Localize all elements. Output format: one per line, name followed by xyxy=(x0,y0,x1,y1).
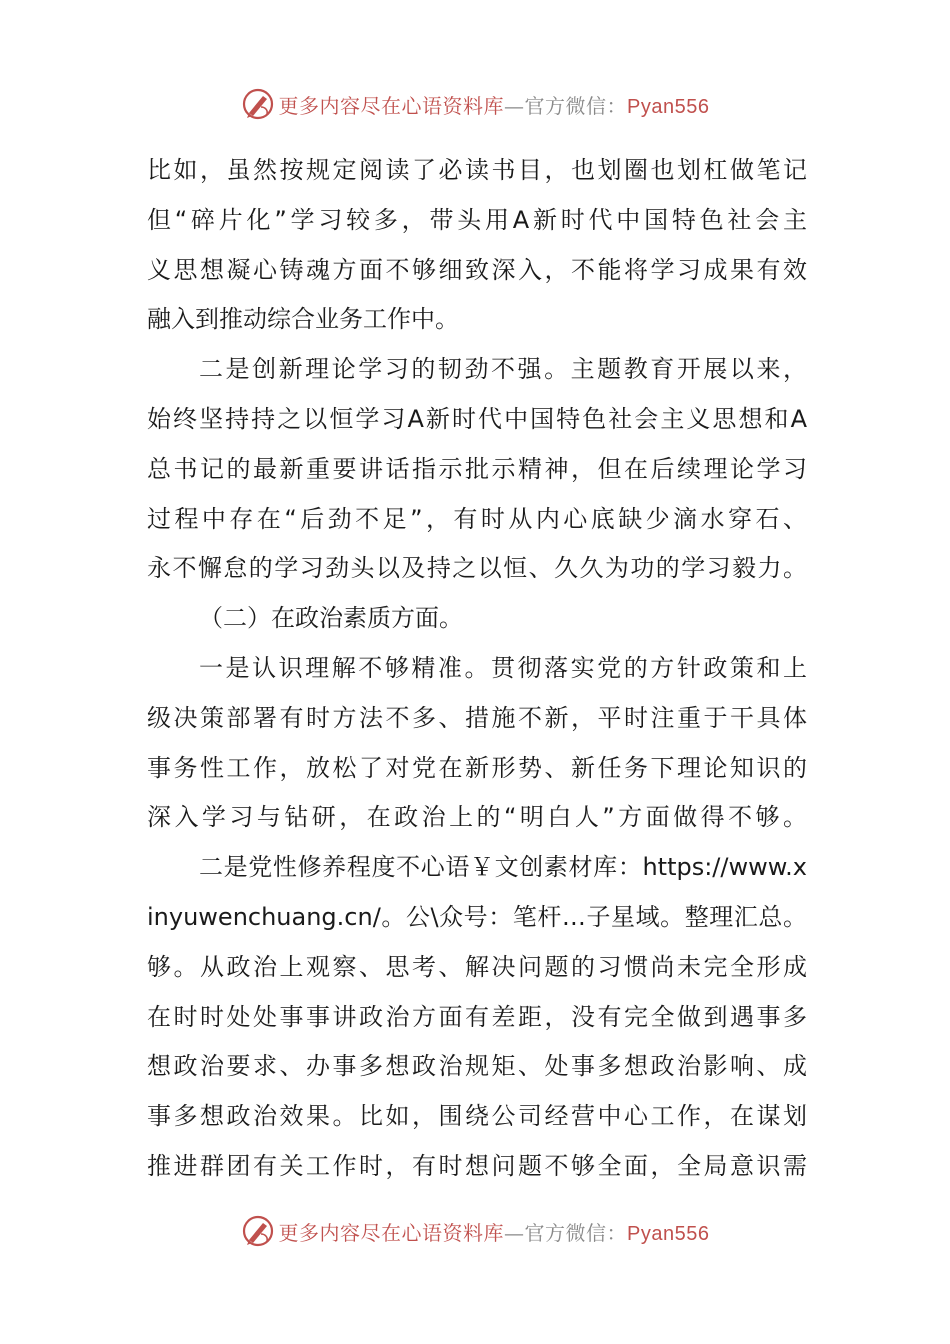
body-line: 事务性工作，放松了对党在新形势、新任务下理论知识的 xyxy=(147,753,807,782)
header-banner xyxy=(0,84,950,124)
body-line: 过程中存在“后劲不足”，有时从内心底缺少滴水穿石、 xyxy=(147,504,807,533)
banner-wechat-label: 官方微信： xyxy=(524,93,628,118)
body-line: 二是创新理论学习的韧劲不强。主题教育开展以来， xyxy=(199,355,807,384)
banner-site-text: 更多内容尽在心语资料库 xyxy=(278,93,505,118)
footer-banner xyxy=(0,1211,950,1251)
body-line: 始终坚持持之以恒学习A新时代中国特色社会主义思想和A xyxy=(147,404,807,433)
body-line: 级决策部署有时方法不多、措施不新，平时注重于干具体 xyxy=(147,703,807,732)
banner-wechat-label: 官方微信： xyxy=(524,1220,628,1245)
body-line: 融入到推动综合业务工作中。 xyxy=(147,305,459,334)
body-line: 比如，虽然按规定阅读了必读书目，也划圈也划杠做笔记 xyxy=(147,156,807,184)
pen-logo-icon xyxy=(241,87,275,121)
banner-site-text: 更多内容尽在心语资料库 xyxy=(278,1220,505,1245)
banner-dash: — xyxy=(504,1220,525,1245)
document-body xyxy=(147,146,807,1192)
body-line: 一是认识理解不够精准。贯彻落实党的方针政策和上 xyxy=(199,653,807,682)
body-line: 推进群团有关工作时，有时想问题不够全面，全局意识需 xyxy=(147,1151,807,1180)
body-line: 事多想政治效果。比如，围绕公司经营中心工作，在谋划 xyxy=(147,1102,807,1131)
body-line: 总书记的最新重要讲话指示批示精神，但在后续理论学习 xyxy=(147,454,807,483)
body-line: 在时时处处事事讲政治方面有差距，没有完全做到遇事多 xyxy=(147,1002,807,1031)
section-heading: （二）在政治素质方面。 xyxy=(199,604,463,633)
body-line: 想政治要求、办事多想政治规矩、处事多想政治影响、成 xyxy=(147,1052,807,1081)
body-line: 够。从政治上观察、思考、解决问题的习惯尚未完全形成 xyxy=(147,952,807,981)
pen-logo-icon xyxy=(241,1214,275,1248)
body-line: 永不懈怠的学习劲头以及持之以恒、久久为功的学习毅力。 xyxy=(147,554,807,583)
body-line: 二是党性修养程度不心语￥文创素材库：https://www.x xyxy=(199,853,807,882)
body-line: inyuwenchuang.cn/。公\众号：笔杆…子星域。整理汇总。 xyxy=(147,902,807,931)
body-line: 义思想凝心铸魂方面不够细致深入，不能将学习成果有效 xyxy=(147,255,807,284)
banner-wechat-id: Pyan556 xyxy=(627,1222,710,1245)
banner-wechat-id: Pyan556 xyxy=(627,95,710,118)
body-line: 深入学习与钻研，在政治上的“明白人”方面做得不够。 xyxy=(147,803,807,832)
body-line: 但“碎片化”学习较多，带头用A新时代中国特色社会主 xyxy=(147,205,807,234)
banner-dash: — xyxy=(504,93,525,118)
